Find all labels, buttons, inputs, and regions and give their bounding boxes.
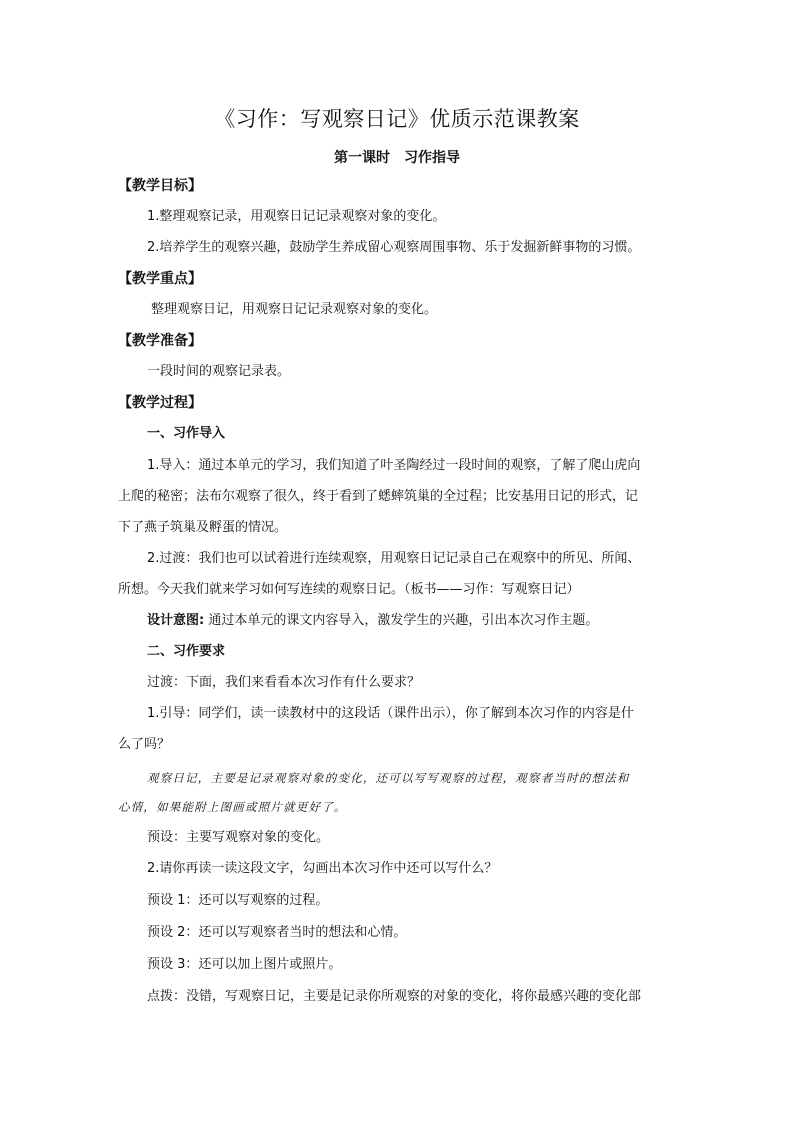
- preset-text: 预设：主要写观察对象的变化。: [147, 830, 330, 845]
- preset-item: 预设 3：还可以加上图片或照片。: [147, 957, 342, 972]
- transition-line: 所想。今天我们就来学习如何写连续的观察日记。（板书——习作：写观察日记）: [118, 582, 580, 597]
- design-intent: [147, 613, 598, 629]
- hint-text: 点拨：没错，写观察日记，主要是记录你所观察的对象的变化，将你最感兴趣的变化部: [147, 989, 642, 1004]
- process-heading: 【教学过程】: [118, 395, 202, 411]
- preset-item: 预设 2：还可以写观察者当时的想法和心情。: [147, 925, 407, 940]
- guide-line: 么了吗？: [118, 737, 171, 752]
- transition2-text: 过渡：下面，我们来看看本次习作有什么要求？: [147, 675, 421, 690]
- preparation-heading: 【教学准备】: [118, 333, 202, 349]
- textbook-quote-line: 心情，如果能附上图画或照片就更好了。: [118, 800, 347, 814]
- transition-line: 2.过渡：我们也可以试着进行连续观察，用观察日记记录自己在观察中的所见、所闻、: [147, 551, 641, 566]
- design-intent-text: 通过本单元的课文内容导入，激发学生的兴趣，引出本次习作主题。: [204, 613, 599, 628]
- design-intent-label: 设计意图:: [147, 613, 205, 628]
- objectives-heading: 【教学目标】: [118, 178, 202, 194]
- textbook-quote-line: 观察日记，主要是记录观察对象的变化，还可以写写观察的过程，观察者当时的想法和: [147, 771, 630, 785]
- part2-title: 二、习作要求: [147, 644, 226, 659]
- lesson-subtitle: 第一课时 习作指导: [334, 150, 460, 166]
- intro-line: 下了燕子筑巢及孵蛋的情况。: [118, 520, 288, 535]
- key-points-text: 整理观察日记，用观察日记记录观察对象的变化。: [151, 302, 438, 317]
- objective-item: 2.培养学生的观察兴趣，鼓励学生养成留心观察周围事物、乐于发掘新鲜事物的习惯。: [147, 240, 641, 255]
- preset-item: 预设 1：还可以写观察的过程。: [147, 893, 329, 908]
- intro-line: 1.导入：通过本单元的学习，我们知道了叶圣陶经过一段时间的观察，了解了爬山虎向: [147, 458, 641, 473]
- part1-title: 一、习作导入: [147, 426, 226, 441]
- key-points-heading: 【教学重点】: [118, 271, 202, 287]
- question2-text: 2.请你再读一读这段文字，勾画出本次习作中还可以写什么？: [147, 861, 498, 876]
- preparation-text: 一段时间的观察记录表。: [147, 364, 291, 379]
- document-title: 《习作：写观察日记》优质示范课教案: [214, 107, 580, 131]
- objective-item: 1.整理观察记录，用观察日记记录观察对象的变化。: [147, 209, 446, 224]
- guide-line: 1.引导：同学们，读一读教材中的这段话（课件出示），你了解到本次习作的内容是什: [147, 706, 634, 721]
- intro-line: 上爬的秘密；法布尔观察了很久，终于看到了蟋蟀筑巢的全过程；比安基用日记的形式，记: [118, 489, 639, 504]
